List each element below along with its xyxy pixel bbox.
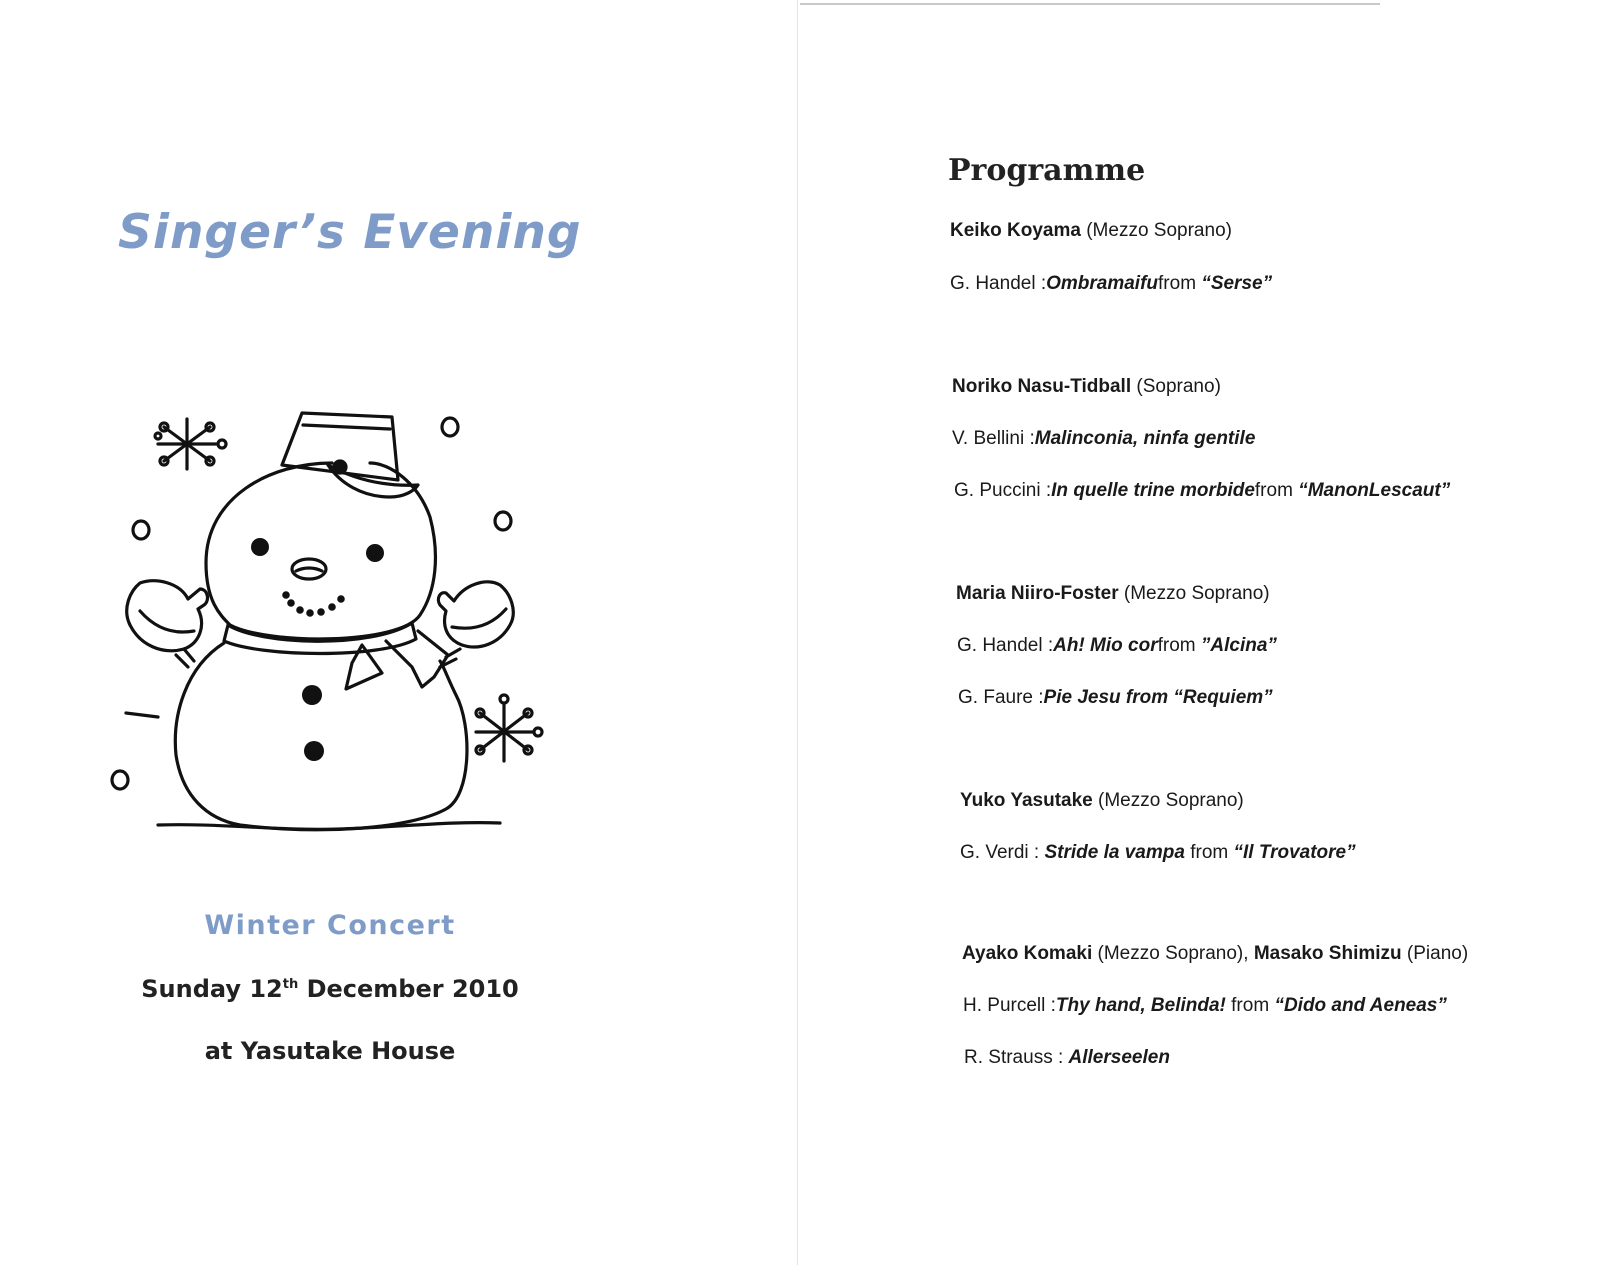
performer-name: Keiko Koyama — [950, 220, 1081, 241]
concert-date — [0, 975, 660, 1003]
composer: G. Faure : — [958, 687, 1044, 708]
piece-line — [960, 842, 1356, 864]
date-text: Sunday 12 — [141, 975, 283, 1003]
composer: H. Purcell : — [963, 995, 1056, 1016]
piece-line — [954, 480, 1450, 502]
accompanist-name: Masako Shimizu — [1253, 943, 1402, 964]
performer-line — [956, 583, 1270, 605]
date-text: December 2010 — [298, 975, 519, 1003]
snowflake-icon — [476, 695, 542, 761]
date-ordinal: th — [282, 977, 299, 992]
from-text: from — [1225, 995, 1275, 1016]
from-text: from — [1158, 273, 1202, 294]
work-title: “ManonLescaut” — [1298, 480, 1451, 501]
work-title: ”Alcina” — [1200, 635, 1277, 656]
performer-name: Yuko Yasutake — [960, 790, 1093, 811]
from-text: from — [1157, 635, 1201, 656]
composer: G. Verdi : — [960, 842, 1045, 863]
programme-page — [798, 0, 1600, 1265]
snowman-illustration — [100, 405, 570, 855]
piece-line — [950, 273, 1272, 295]
performer-name: Noriko Nasu-Tidball — [952, 376, 1132, 397]
performer-role: (Mezzo Soprano) — [1092, 790, 1244, 811]
performer-line — [962, 943, 1468, 965]
performer-line — [950, 220, 1232, 242]
composer: V. Bellini : — [952, 428, 1035, 449]
performer-role: (Mezzo Soprano) — [1118, 583, 1270, 604]
piece-line — [964, 1047, 1170, 1069]
piece-title: Thy hand, Belinda! — [1055, 995, 1226, 1016]
cover-subtitle: Winter Concert — [204, 910, 456, 941]
piece-line — [963, 995, 1447, 1017]
from-text: from — [1254, 480, 1299, 501]
cover-title: Singer’s Evening — [118, 205, 582, 260]
piece-line — [952, 428, 1255, 450]
piece-line — [957, 635, 1277, 657]
piece-title: Malinconia, ninfa gentile — [1034, 428, 1256, 449]
from-text: from — [1184, 842, 1234, 863]
performer-role: (Mezzo Soprano) — [1080, 220, 1232, 241]
snowflake-icon — [155, 419, 226, 469]
accompanist-role: (Piano) — [1401, 943, 1469, 964]
performer-line — [952, 376, 1221, 398]
work-title: “Serse” — [1201, 273, 1273, 294]
performer-name: Ayako Komaki — [962, 943, 1093, 964]
work-title: “Dido and Aeneas” — [1274, 995, 1447, 1016]
performer-name: Maria Niiro-Foster — [956, 583, 1119, 604]
composer: G. Handel : — [950, 273, 1047, 294]
performer-role: (Mezzo Soprano), — [1092, 943, 1254, 964]
composer: G. Handel : — [957, 635, 1054, 656]
piece-title: Ah! Mio cor — [1053, 635, 1158, 656]
programme-heading: Programme — [948, 153, 1146, 188]
composer: R. Strauss : — [964, 1047, 1069, 1068]
performer-role: (Soprano) — [1131, 376, 1221, 397]
performer-line — [960, 790, 1244, 812]
piece-title: In quelle trine morbide — [1051, 480, 1255, 501]
piece-title: Allerseelen — [1068, 1047, 1170, 1068]
piece-title: Ombramaifu — [1046, 273, 1159, 294]
work-title: “Il Trovatore” — [1233, 842, 1356, 863]
cover-page — [0, 0, 797, 1265]
snow-dots — [112, 418, 511, 789]
piece-line — [958, 687, 1273, 709]
concert-venue: at Yasutake House — [204, 1037, 456, 1065]
composer: G. Puccini : — [954, 480, 1052, 501]
piece-title: Pie Jesu from “Requiem” — [1043, 687, 1273, 708]
piece-title: Stride la vampa — [1044, 842, 1185, 863]
